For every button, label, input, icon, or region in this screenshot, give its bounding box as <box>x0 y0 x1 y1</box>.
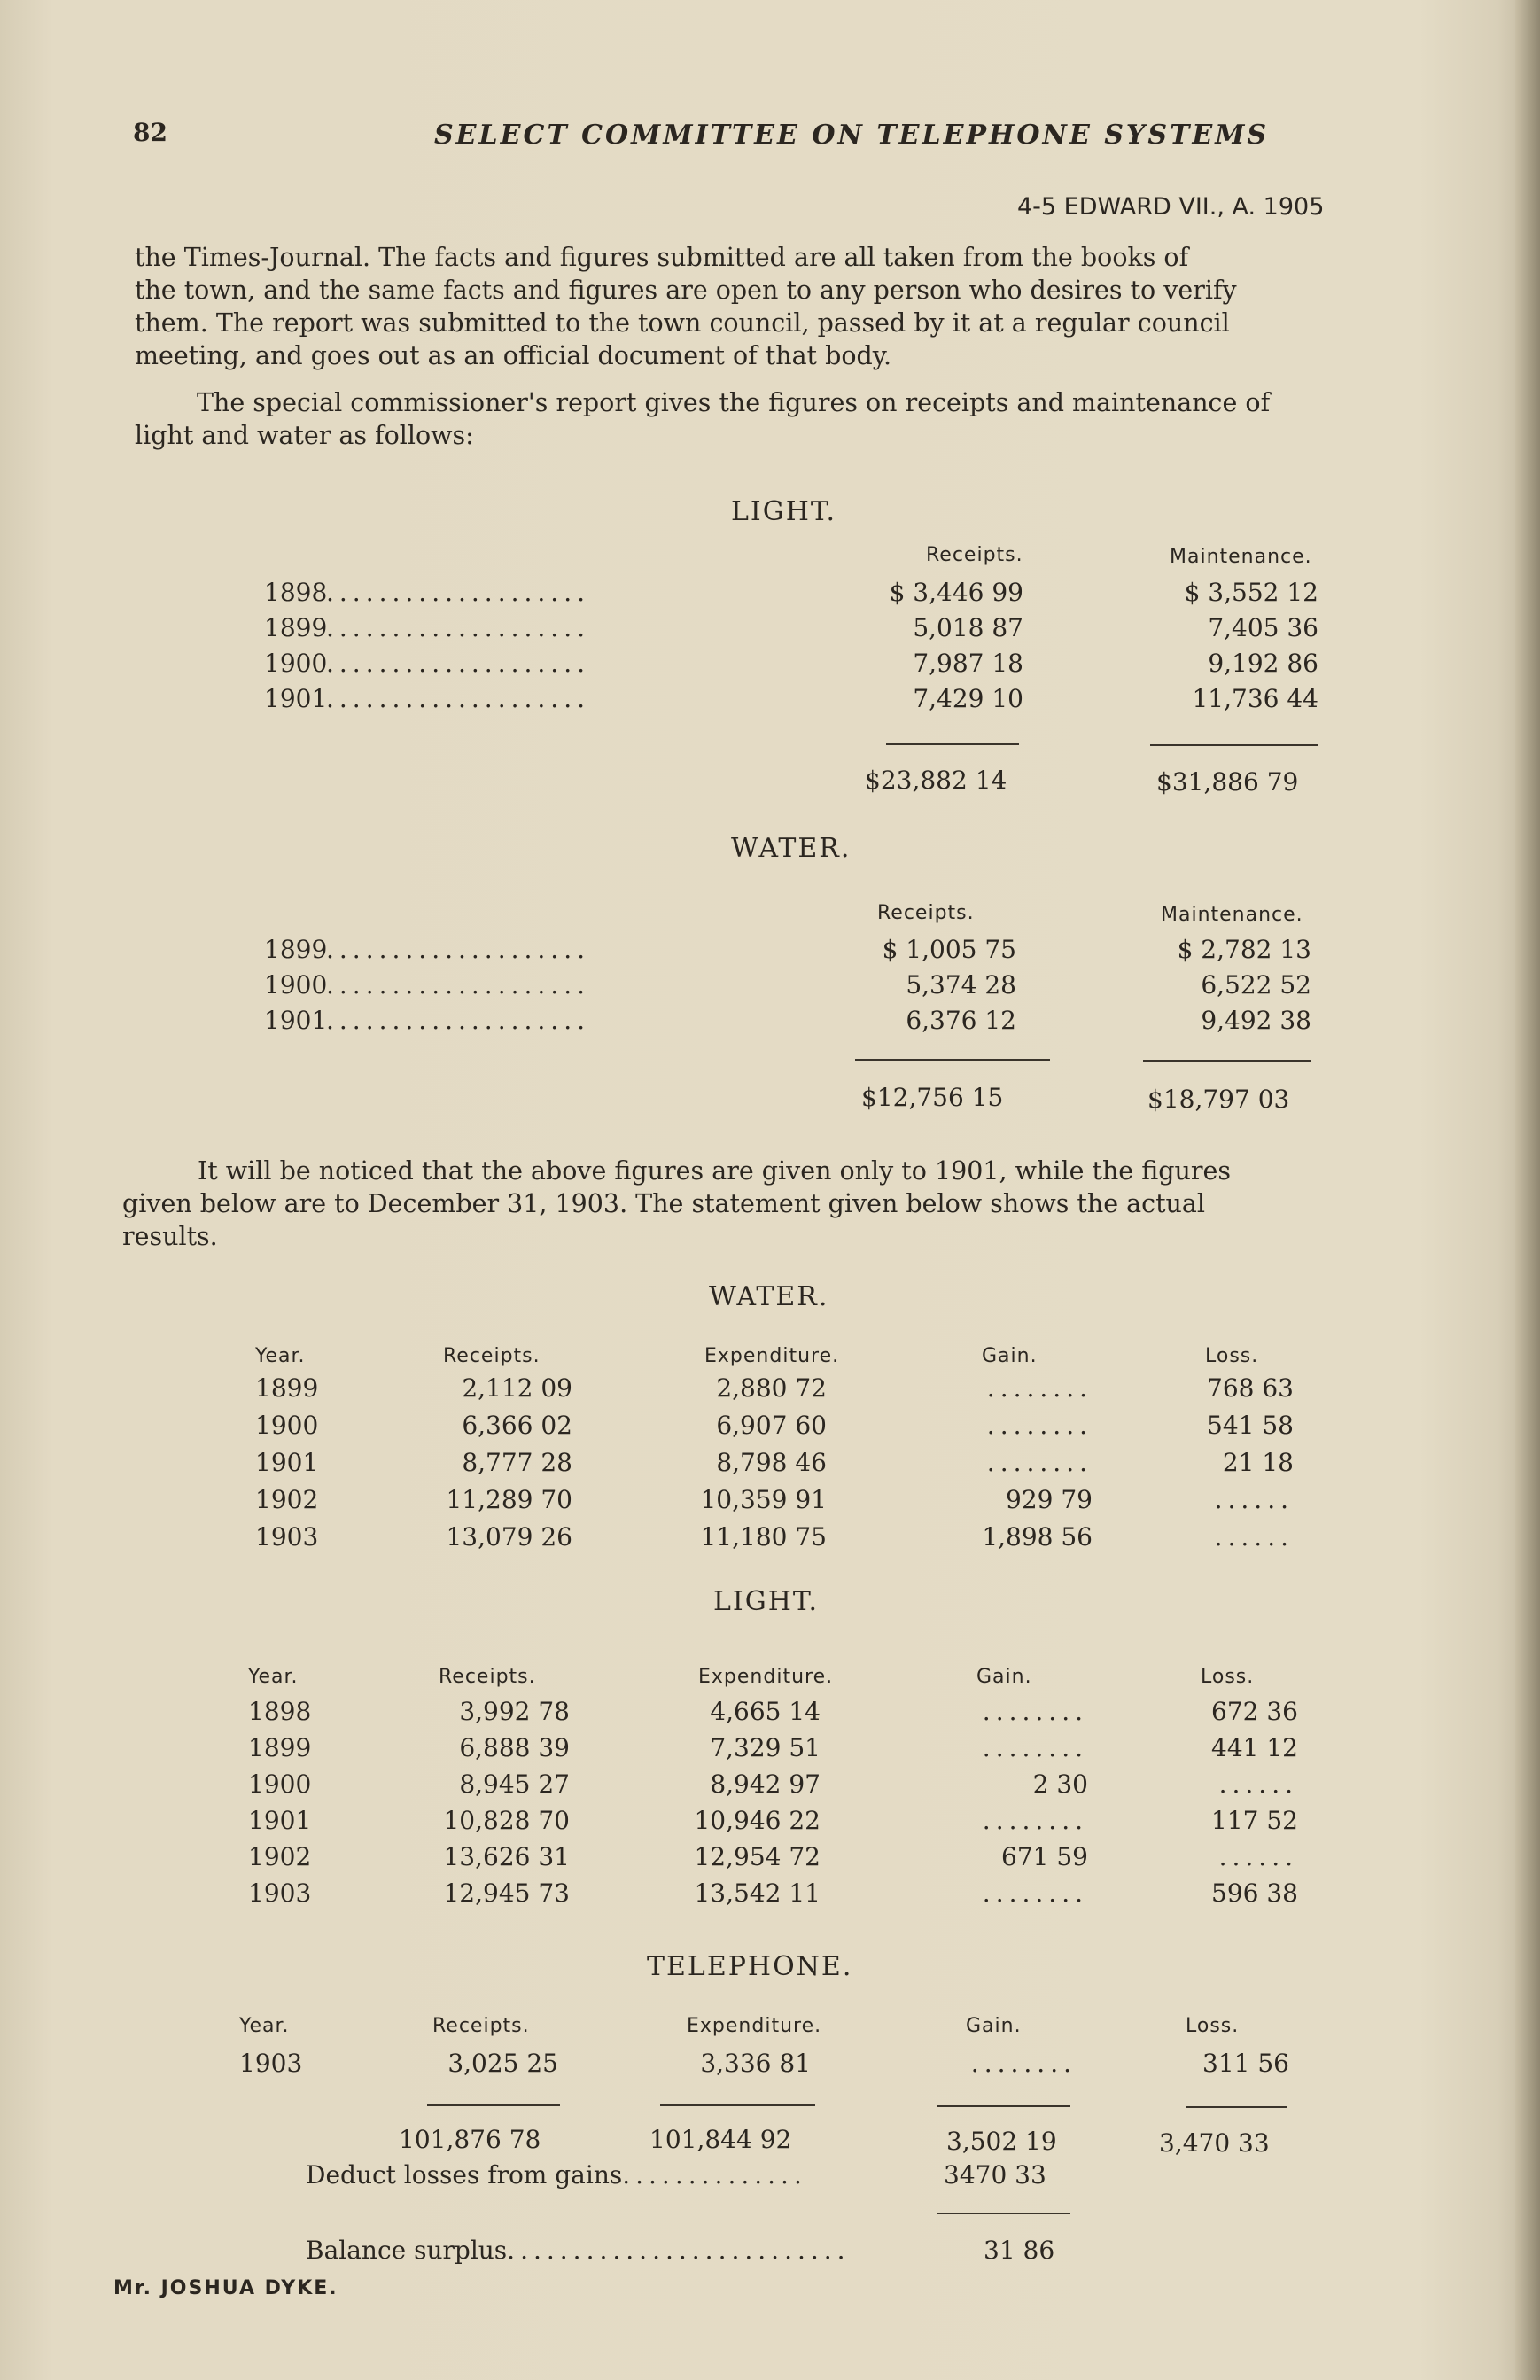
table-cell: 8,942 97 <box>710 1769 821 1799</box>
paragraph-line: given below are to December 31, 1903. The statement given below shows the actual <box>122 1189 1206 1218</box>
summary-maintenance: 6,522 52 <box>1201 970 1311 999</box>
summary-year: 1900 <box>264 970 328 999</box>
table-cell: 10,359 91 <box>700 1485 827 1514</box>
table-cell: 1,898 56 <box>982 1522 1093 1552</box>
table-cell: 3,336 81 <box>700 2049 811 2078</box>
water-detail-col-receipts: Receipts. <box>443 1345 541 1367</box>
speaker-name: Mr. JOSHUA DYKE. <box>113 2277 338 2299</box>
table-cell: ...... <box>1218 1769 1298 1799</box>
table-cell: ........ <box>986 1373 1093 1403</box>
leader-dots: .................... <box>326 649 591 678</box>
table-cell: 10,828 70 <box>443 1806 570 1835</box>
summary-year: 1899 <box>264 935 328 964</box>
paragraph-line: the town, and the same facts and figures are open to any person who desires to verify <box>135 276 1237 305</box>
table-cell: 2,880 72 <box>716 1373 827 1403</box>
table-cell: 672 36 <box>1211 1697 1298 1726</box>
table-cell: 8,777 28 <box>462 1448 572 1477</box>
water-summary-total-maintenance: $18,797 03 <box>1147 1085 1290 1114</box>
table-cell: 2,112 09 <box>462 1373 572 1403</box>
edition-note: 4-5 EDWARD VII., A. 1905 <box>1017 193 1325 221</box>
deduct-line <box>306 2160 807 2189</box>
summary-year: 1900 <box>264 649 328 678</box>
table-cell: 11,180 75 <box>700 1522 827 1552</box>
total-gain: 3,502 19 <box>946 2127 1057 2156</box>
table-cell: 441 12 <box>1211 1733 1298 1762</box>
telephone-detail-col-loss: Loss. <box>1186 2015 1240 2037</box>
water-detail-col-loss: Loss. <box>1205 1345 1259 1367</box>
water-detail-heading: WATER. <box>709 1281 829 1312</box>
summary-maintenance: 11,736 44 <box>1192 684 1318 713</box>
table-cell: 768 63 <box>1207 1373 1294 1403</box>
leader-dots: .................... <box>326 970 591 999</box>
paragraph-line: The special commissioner's report gives the figures on receipts and maintenance of <box>197 388 1271 417</box>
table-cell: 21 18 <box>1222 1448 1294 1477</box>
summary-year: 1901 <box>264 1006 328 1035</box>
summary-receipts: 5,374 28 <box>906 970 1016 999</box>
water-summary-col-receipts: Receipts. <box>877 902 975 924</box>
water-detail-col-gain: Gain. <box>982 1345 1038 1367</box>
table-cell: ...... <box>1218 1842 1298 1871</box>
table-cell: 671 59 <box>1001 1842 1088 1871</box>
water-detail-col-expenditure: Expenditure. <box>704 1345 840 1367</box>
table-cell: 929 79 <box>1006 1485 1093 1514</box>
table-cell: 311 56 <box>1202 2049 1289 2078</box>
table-cell: 1898 <box>248 1697 312 1726</box>
table-cell: ........ <box>982 1697 1088 1726</box>
water-summary-heading: WATER. <box>731 833 852 864</box>
table-cell: 8,798 46 <box>716 1448 827 1477</box>
light-detail-heading: LIGHT. <box>713 1586 820 1617</box>
table-cell: 12,945 73 <box>443 1878 570 1908</box>
water-detail-col-year: Year. <box>255 1345 306 1367</box>
light-detail-col-loss: Loss. <box>1201 1666 1255 1688</box>
deduct-label: Deduct losses from gains <box>306 2160 623 2189</box>
running-title: SELECT COMMITTEE ON TELEPHONE SYSTEMS <box>434 120 1270 151</box>
summary-receipts: $ 3,446 99 <box>889 578 1023 607</box>
table-cell: 1899 <box>248 1733 312 1762</box>
table-cell: 1901 <box>255 1448 319 1477</box>
page-number: 82 <box>133 118 167 147</box>
table-cell: 6,888 39 <box>459 1733 570 1762</box>
paragraph-intro <box>135 241 1455 372</box>
summary-receipts: 7,429 10 <box>913 684 1023 713</box>
water-summary-rule-receipts <box>855 1059 1050 1061</box>
table-cell: 4,665 14 <box>710 1697 821 1726</box>
table-cell: 13,542 11 <box>694 1878 821 1908</box>
summary-maintenance: $ 3,552 12 <box>1184 578 1318 607</box>
light-summary-total-maintenance: $31,886 79 <box>1156 767 1299 797</box>
table-cell: ........ <box>982 1733 1088 1762</box>
table-cell: 2 30 <box>1032 1769 1088 1799</box>
telephone-detail-col-receipts: Receipts. <box>432 2015 530 2037</box>
summary-maintenance: $ 2,782 13 <box>1177 935 1311 964</box>
telephone-detail-heading: TELEPHONE. <box>647 1951 853 1982</box>
table-cell: 1903 <box>248 1878 312 1908</box>
paragraph-notice <box>122 1155 1443 1253</box>
light-detail-col-year: Year. <box>248 1666 299 1688</box>
table-cell: 11,289 70 <box>446 1485 572 1514</box>
totals-rule-loss <box>1186 2106 1287 2108</box>
table-cell: 3,992 78 <box>459 1697 570 1726</box>
total-receipts: 101,876 78 <box>399 2125 541 2154</box>
table-cell: 6,907 60 <box>716 1411 827 1440</box>
summary-maintenance: 9,192 86 <box>1208 649 1318 678</box>
telephone-detail-col-expenditure: Expenditure. <box>687 2015 822 2037</box>
light-summary-heading: LIGHT. <box>731 496 837 527</box>
table-cell: 1900 <box>255 1411 319 1440</box>
leader-dots: .................... <box>326 935 591 964</box>
table-cell: ........ <box>982 1806 1088 1835</box>
table-cell: 8,945 27 <box>459 1769 570 1799</box>
light-summary-rule-maintenance <box>1150 744 1318 746</box>
table-cell: ........ <box>982 1878 1088 1908</box>
table-cell: 1900 <box>248 1769 312 1799</box>
totals-rule-expenditure <box>660 2104 815 2106</box>
table-cell: 1901 <box>248 1806 312 1835</box>
deduct-value: 3470 33 <box>944 2160 1046 2189</box>
leader-dots: .................... <box>326 1006 591 1035</box>
summary-receipts: 7,987 18 <box>913 649 1023 678</box>
table-cell: 6,366 02 <box>462 1411 572 1440</box>
total-expenditure: 101,844 92 <box>649 2125 792 2154</box>
table-cell: ........ <box>970 2049 1077 2078</box>
summary-receipts: 5,018 87 <box>913 613 1023 642</box>
table-cell: ...... <box>1214 1485 1294 1514</box>
leader-dots: .................... <box>326 613 591 642</box>
summary-maintenance: 9,492 38 <box>1201 1006 1311 1035</box>
light-detail-col-gain: Gain. <box>976 1666 1032 1688</box>
table-cell: ........ <box>986 1448 1093 1477</box>
table-cell: 7,329 51 <box>710 1733 821 1762</box>
paragraph-line: meeting, and goes out as an official document of that body. <box>135 341 892 370</box>
table-cell: 1899 <box>255 1373 319 1403</box>
light-summary-col-receipts: Receipts. <box>926 544 1023 566</box>
telephone-detail-col-year: Year. <box>239 2015 290 2037</box>
table-cell: 10,946 22 <box>694 1806 821 1835</box>
table-cell: 541 58 <box>1207 1411 1294 1440</box>
table-cell: 117 52 <box>1211 1806 1298 1835</box>
table-cell: 1903 <box>239 2049 303 2078</box>
totals-rule-gain <box>937 2105 1070 2107</box>
paragraph-line: light and water as follows: <box>135 421 474 450</box>
paragraph-line: them. The report was submitted to the town council, passed by it at a regular council <box>135 308 1230 338</box>
summary-maintenance: 7,405 36 <box>1208 613 1318 642</box>
balance-label: Balance surplus <box>306 2236 508 2265</box>
water-summary-total-receipts: $12,756 15 <box>861 1083 1004 1112</box>
water-summary-rule-maintenance <box>1143 1060 1311 1062</box>
paragraph-commissioner <box>135 386 1455 452</box>
leader-dots: .......................... <box>507 2236 851 2265</box>
balance-rule <box>937 2213 1070 2214</box>
summary-year: 1898 <box>264 578 328 607</box>
table-cell: 13,079 26 <box>446 1522 572 1552</box>
paragraph-line: results. <box>122 1222 218 1251</box>
summary-receipts: 6,376 12 <box>906 1006 1016 1035</box>
totals-rule-receipts <box>427 2104 560 2106</box>
table-cell: 3,025 25 <box>447 2049 558 2078</box>
light-detail-col-receipts: Receipts. <box>439 1666 536 1688</box>
summary-receipts: $ 1,005 75 <box>882 935 1016 964</box>
paragraph-line: the Times-Journal. The facts and figures submitted are all taken from the books of <box>135 243 1189 272</box>
light-summary-total-receipts: $23,882 14 <box>865 766 1007 795</box>
page-binding-edge <box>1515 0 1540 2380</box>
table-cell: 1902 <box>255 1485 319 1514</box>
light-summary-col-maintenance: Maintenance. <box>1170 546 1312 568</box>
leader-dots: .................... <box>326 578 591 607</box>
balance-value: 31 86 <box>984 2236 1055 2265</box>
summary-year: 1899 <box>264 613 328 642</box>
table-cell: ...... <box>1214 1522 1294 1552</box>
leader-dots: .................... <box>326 684 591 713</box>
table-cell: 1902 <box>248 1842 312 1871</box>
table-cell: 1903 <box>255 1522 319 1552</box>
leader-dots: .............. <box>622 2160 807 2189</box>
light-detail-col-expenditure: Expenditure. <box>698 1666 834 1688</box>
table-cell: ........ <box>986 1411 1093 1440</box>
paragraph-line: It will be noticed that the above figures are given only to 1901, while the figures <box>198 1156 1231 1186</box>
table-cell: 12,954 72 <box>694 1842 821 1871</box>
telephone-detail-col-gain: Gain. <box>966 2015 1022 2037</box>
total-loss: 3,470 33 <box>1159 2128 1270 2158</box>
table-cell: 596 38 <box>1211 1878 1298 1908</box>
summary-year: 1901 <box>264 684 328 713</box>
water-summary-col-maintenance: Maintenance. <box>1161 904 1303 926</box>
light-summary-rule-receipts <box>886 743 1019 745</box>
table-cell: 13,626 31 <box>443 1842 570 1871</box>
balance-line <box>306 2236 851 2265</box>
